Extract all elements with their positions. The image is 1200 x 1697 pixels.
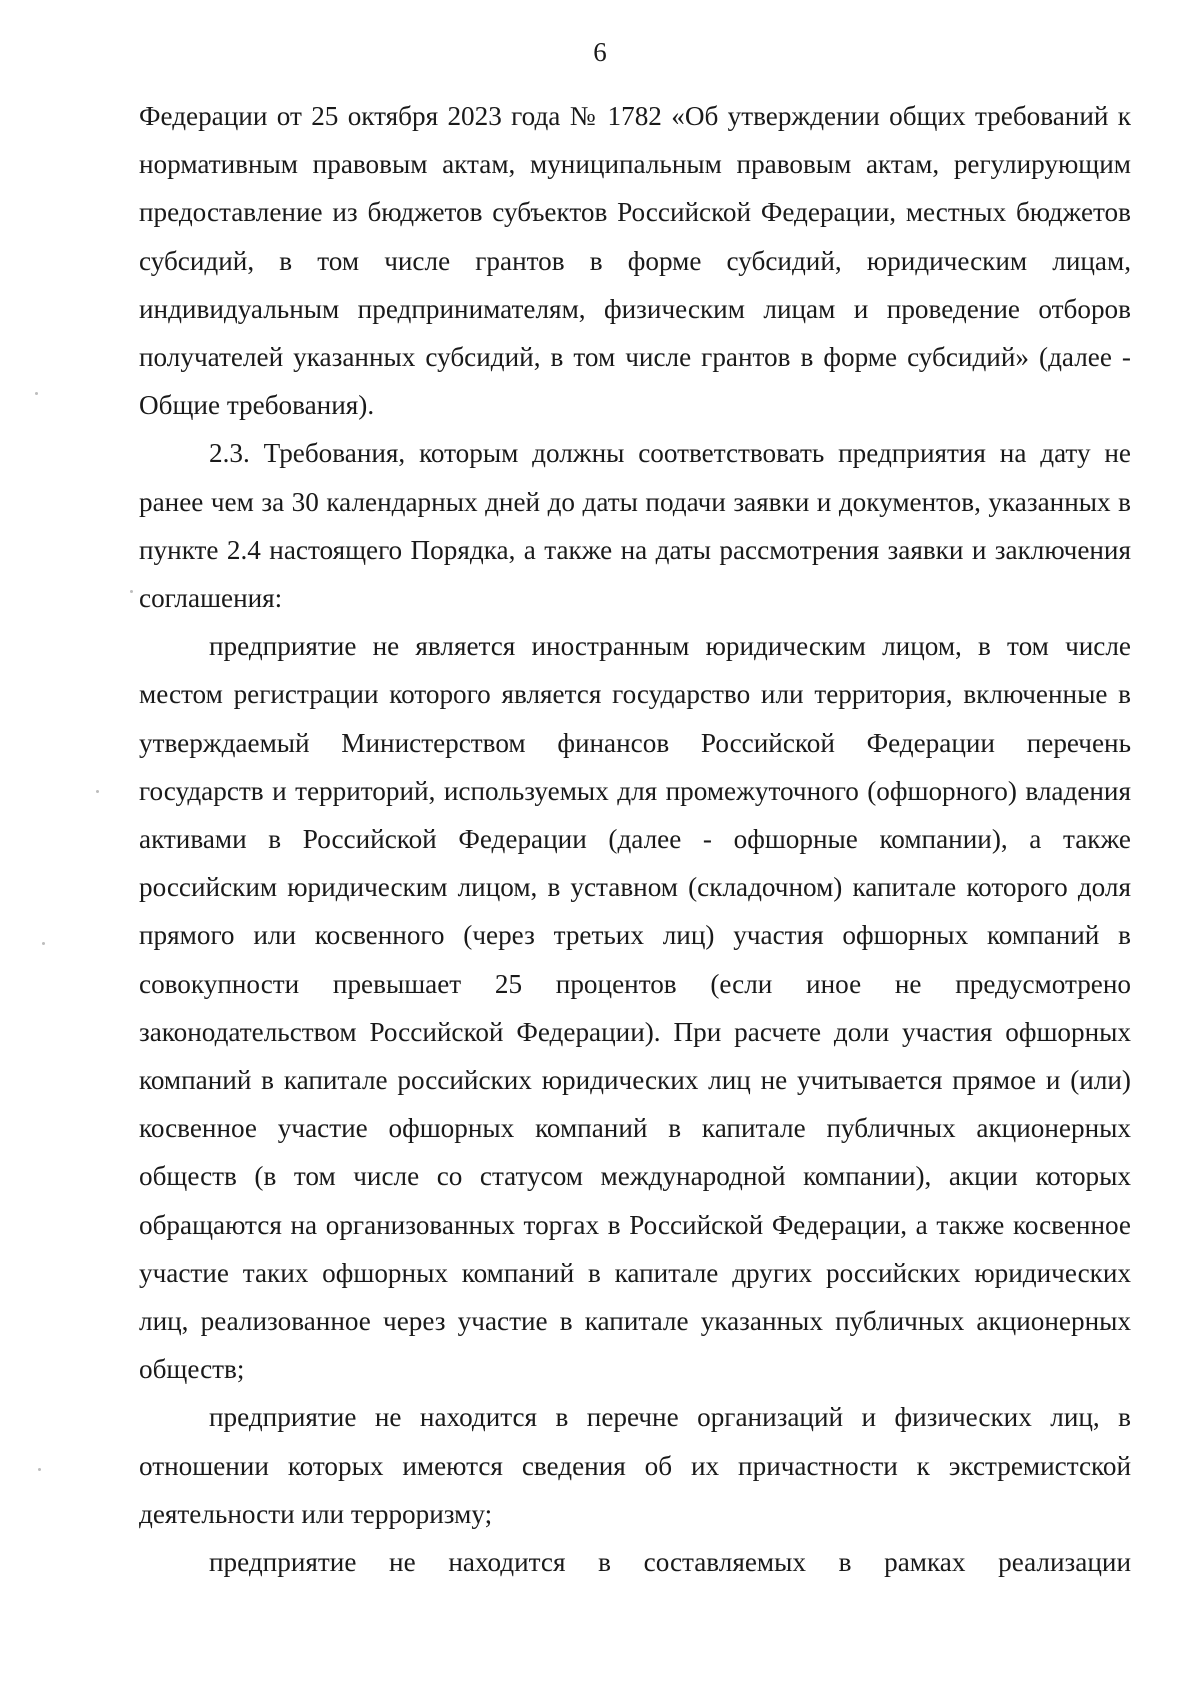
paragraph-lists-requirement: предприятие не находится в составляемых в рамках реализации <box>209 1547 1131 1578</box>
scan-speck <box>35 392 38 395</box>
paragraph-offshore-requirement: предприятие не является иностранным юридическим лицом, в том числе местом регистрации которого является государство или территория, включенные в утверждаемый Министерством финансов Российской Федерации перечень государств и территорий, используемых для промежуточного (офшорного) владения активами в Российской Федерации (далее - офшорные компании), а также российским юридическим лицом, в уставном (складочном) капитале которого доля прямого или косвенного (через третьих лиц) участия офшорных компаний в совокупности превышает 25 процентов (если иное не предусмотрено законодательством Российской Федерации). При расчете доли участия офшорных компаний в капитале российских юридических лиц не учитывается прямое и (или) косвенное участие офшорных компаний в капитале публичных акционерных обществ (в том числе со статусом международной компании), акции которых обращаются на организованных торгах в Российской Федерации, а также косвенное участие таких офшорных компаний в капитале других российских юридических лиц, реализованное через участие в капитале указанных публичных акционерных обществ; <box>139 631 1131 1385</box>
paragraph-general-requirements-continuation: Федерации от 25 октября 2023 года № 1782 «Об утверждении общих требований к нормативным правовым актам, муниципальным правовым актам, регулирующим предоставление из бюджетов субъектов Российской Федерации, местных бюджетов субсидий, в том числе грантов в форме субсидий, юридическим лицам, индивидуальным предпринимателям, физическим лицам и проведение отборов получателей указанных субсидий, в том числе грантов в форме субсидий» (далее - Общие требования). <box>139 101 1131 421</box>
scan-speck <box>130 590 133 593</box>
scan-speck <box>38 1468 41 1471</box>
page-number: 6 <box>593 37 607 67</box>
paragraph-extremism-requirement: предприятие не находится в перечне организаций и физических лиц, в отношении которых имеются сведения об их причастности к экстремистской деятельности или терроризму; <box>139 1402 1131 1529</box>
paragraph-section-2-3: 2.3. Требования, которым должны соответствовать предприятия на дату не ранее чем за 30 календарных дней до даты подачи заявки и документов, указанных в пункте 2.4 настоящего Порядка, а также на даты рассмотрения заявки и заключения соглашения: <box>139 438 1131 614</box>
scan-speck <box>42 942 45 945</box>
scan-speck <box>96 790 99 793</box>
document-body <box>139 92 1131 1586</box>
